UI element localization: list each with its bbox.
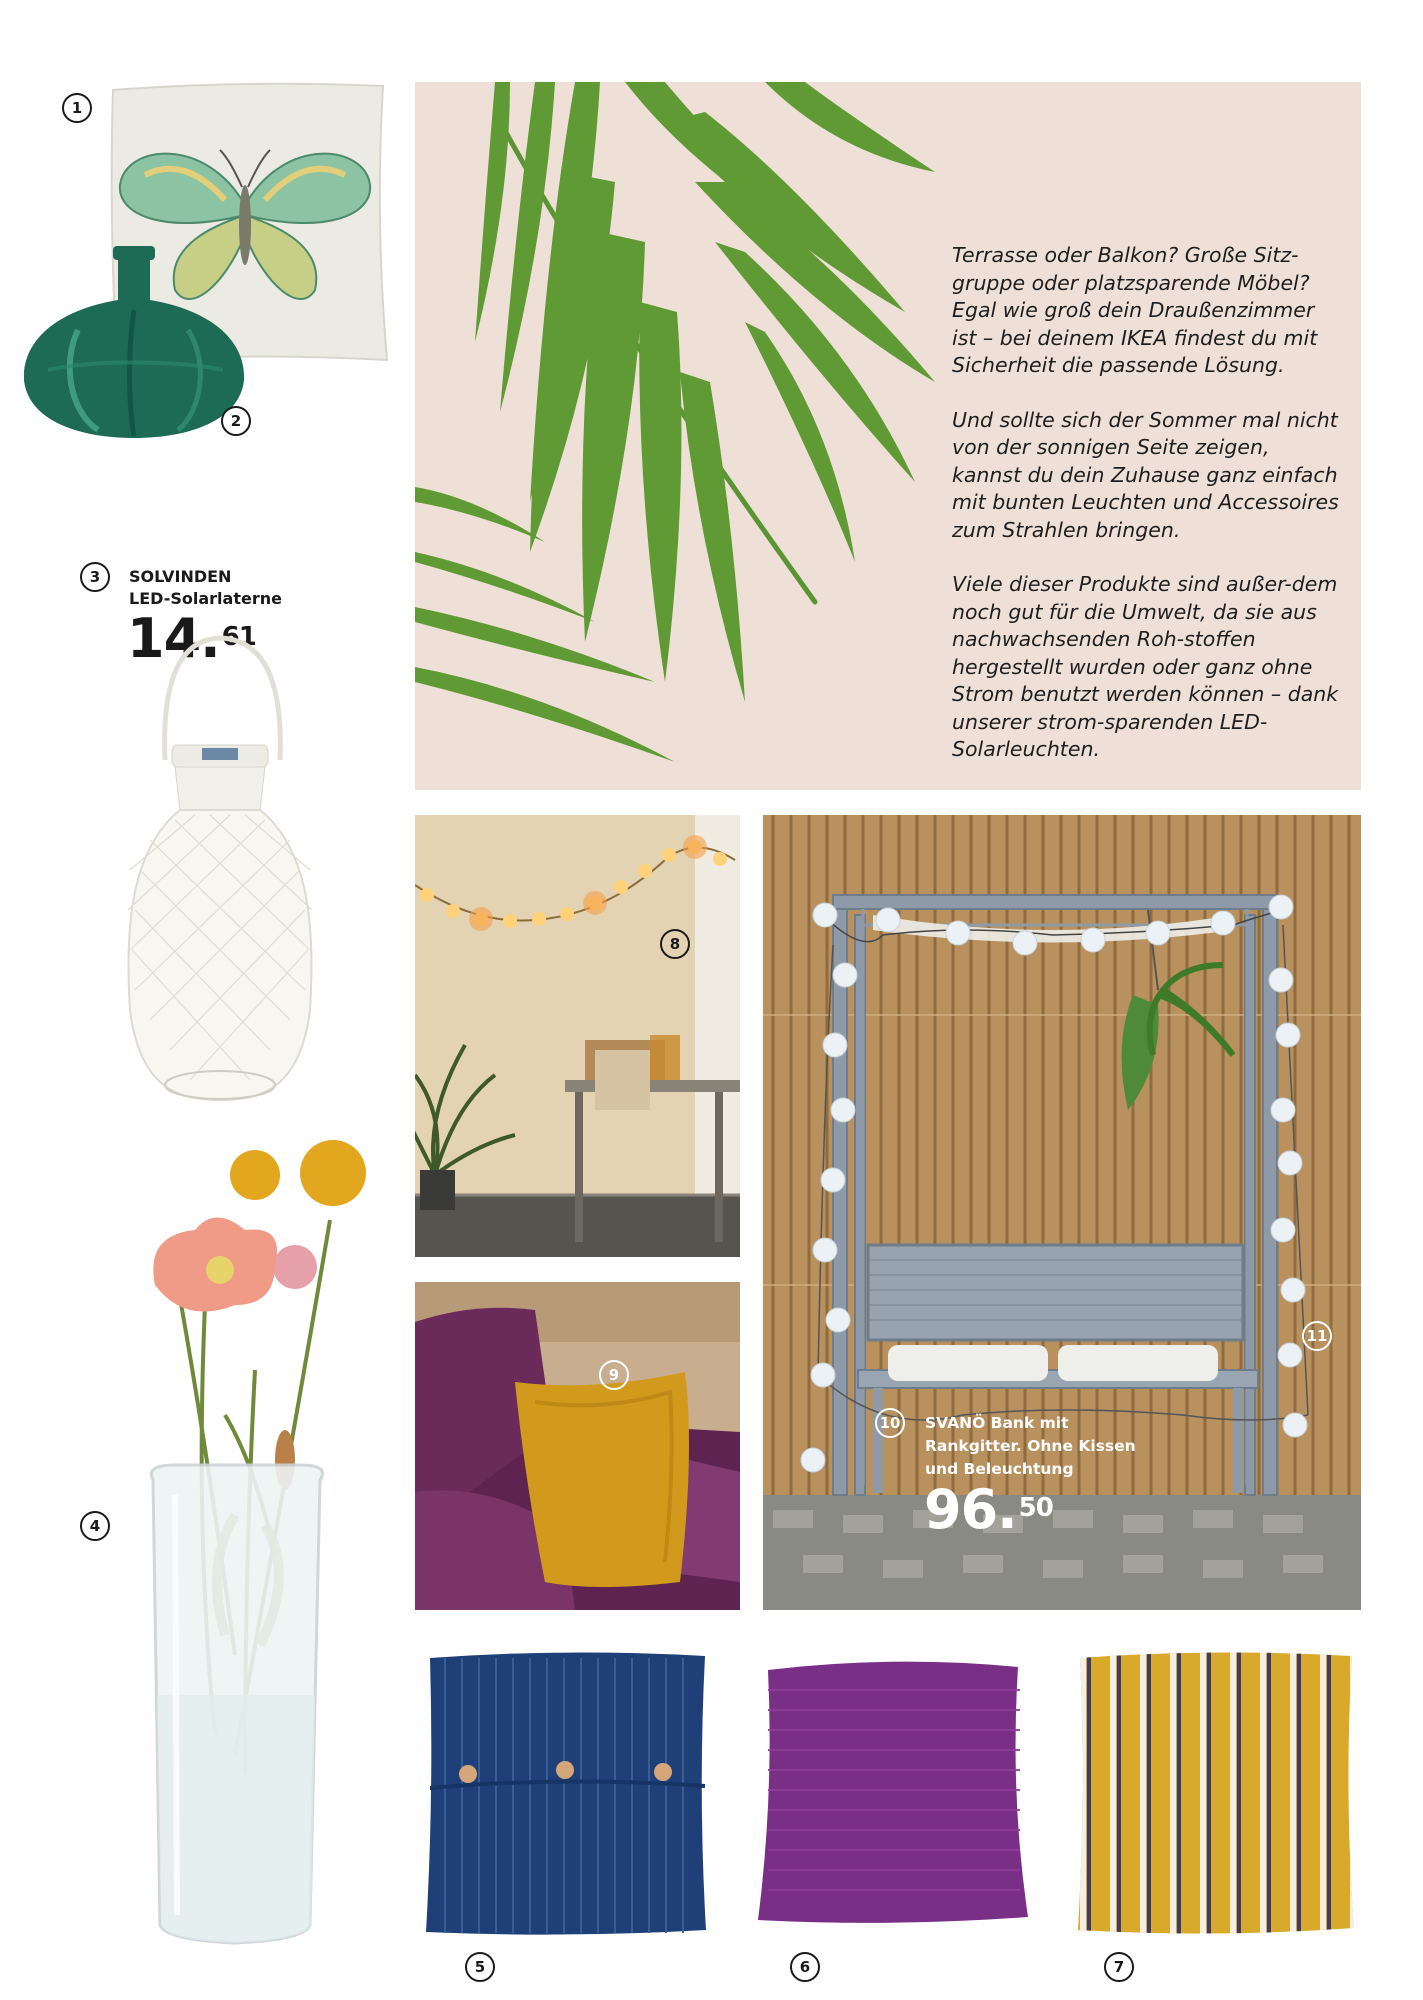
marker-2: 2 (221, 406, 251, 436)
marker-11: 11 (1302, 1321, 1332, 1351)
product-10-line-2: Rankgitter. Ohne Kissen (925, 1437, 1136, 1455)
intro-paragraph-2: Und sollte sich der Sommer mal nicht von der sonnigen Seite zeigen, kannst du dein Zuhause ganz einfach mit bunten Leuchten und Accessoires zum Strahlen bringen. (952, 407, 1339, 542)
marker-7: 7 (1104, 1952, 1134, 1982)
product-3-description: LED-Solarlaterne (129, 589, 282, 608)
product-10-price (924, 1478, 1053, 1541)
purple-chair-gold-cushion-photo (415, 1282, 740, 1610)
marker-9: 9 (599, 1360, 629, 1390)
flowers-in-glass-vase-image (85, 1135, 385, 1950)
marker-8: 8 (660, 929, 690, 959)
intro-text (952, 242, 1342, 791)
product-10-price-main: 96. (924, 1478, 1017, 1541)
product-3-price-main: 14. (127, 607, 220, 670)
marker-1: 1 (62, 93, 92, 123)
intro-paragraph-3: Viele dieser Produkte sind außer-dem noch gut für die Umwelt, da sie aus nachwachsenden Roh-stoffen hergestellt wurden oder ganz ohne Strom benutzt werden können – dank unserer strom-sparenden LED-Solarleuchten. (952, 572, 1339, 761)
intro-paragraph-1: Terrasse oder Balkon? Große Sitz-gruppe oder platzsparende Möbel? Egal wie groß dein Draußenzimmer ist – bei deinem IKEA findest du mit Sicherheit die passende Lösung. (952, 243, 1318, 377)
yellow-striped-cushion-image (1070, 1648, 1360, 1938)
marker-4: 4 (80, 1511, 110, 1541)
marker-3: 3 (80, 562, 110, 592)
product-10-label (925, 1412, 1136, 1481)
string-lights-room-photo (415, 815, 740, 1257)
teal-glass-vase-image (18, 240, 250, 440)
product-10-line-3: und Beleuchtung (925, 1460, 1074, 1478)
blue-cushion-with-buttons-image (420, 1648, 710, 1938)
marker-10: 10 (875, 1408, 905, 1438)
product-10-price-cents: 50 (1018, 1493, 1053, 1523)
marker-5: 5 (465, 1952, 495, 1982)
solar-lantern-image (120, 630, 320, 1110)
marker-6: 6 (790, 1952, 820, 1982)
product-3-price-cents: 61 (221, 622, 256, 652)
product-3-name: SOLVINDEN (129, 567, 232, 586)
purple-knit-cushion-image (748, 1655, 1038, 1930)
product-10-line-1: SVANÖ Bank mit (925, 1414, 1069, 1432)
svano-bench-pergola-photo (763, 815, 1361, 1610)
